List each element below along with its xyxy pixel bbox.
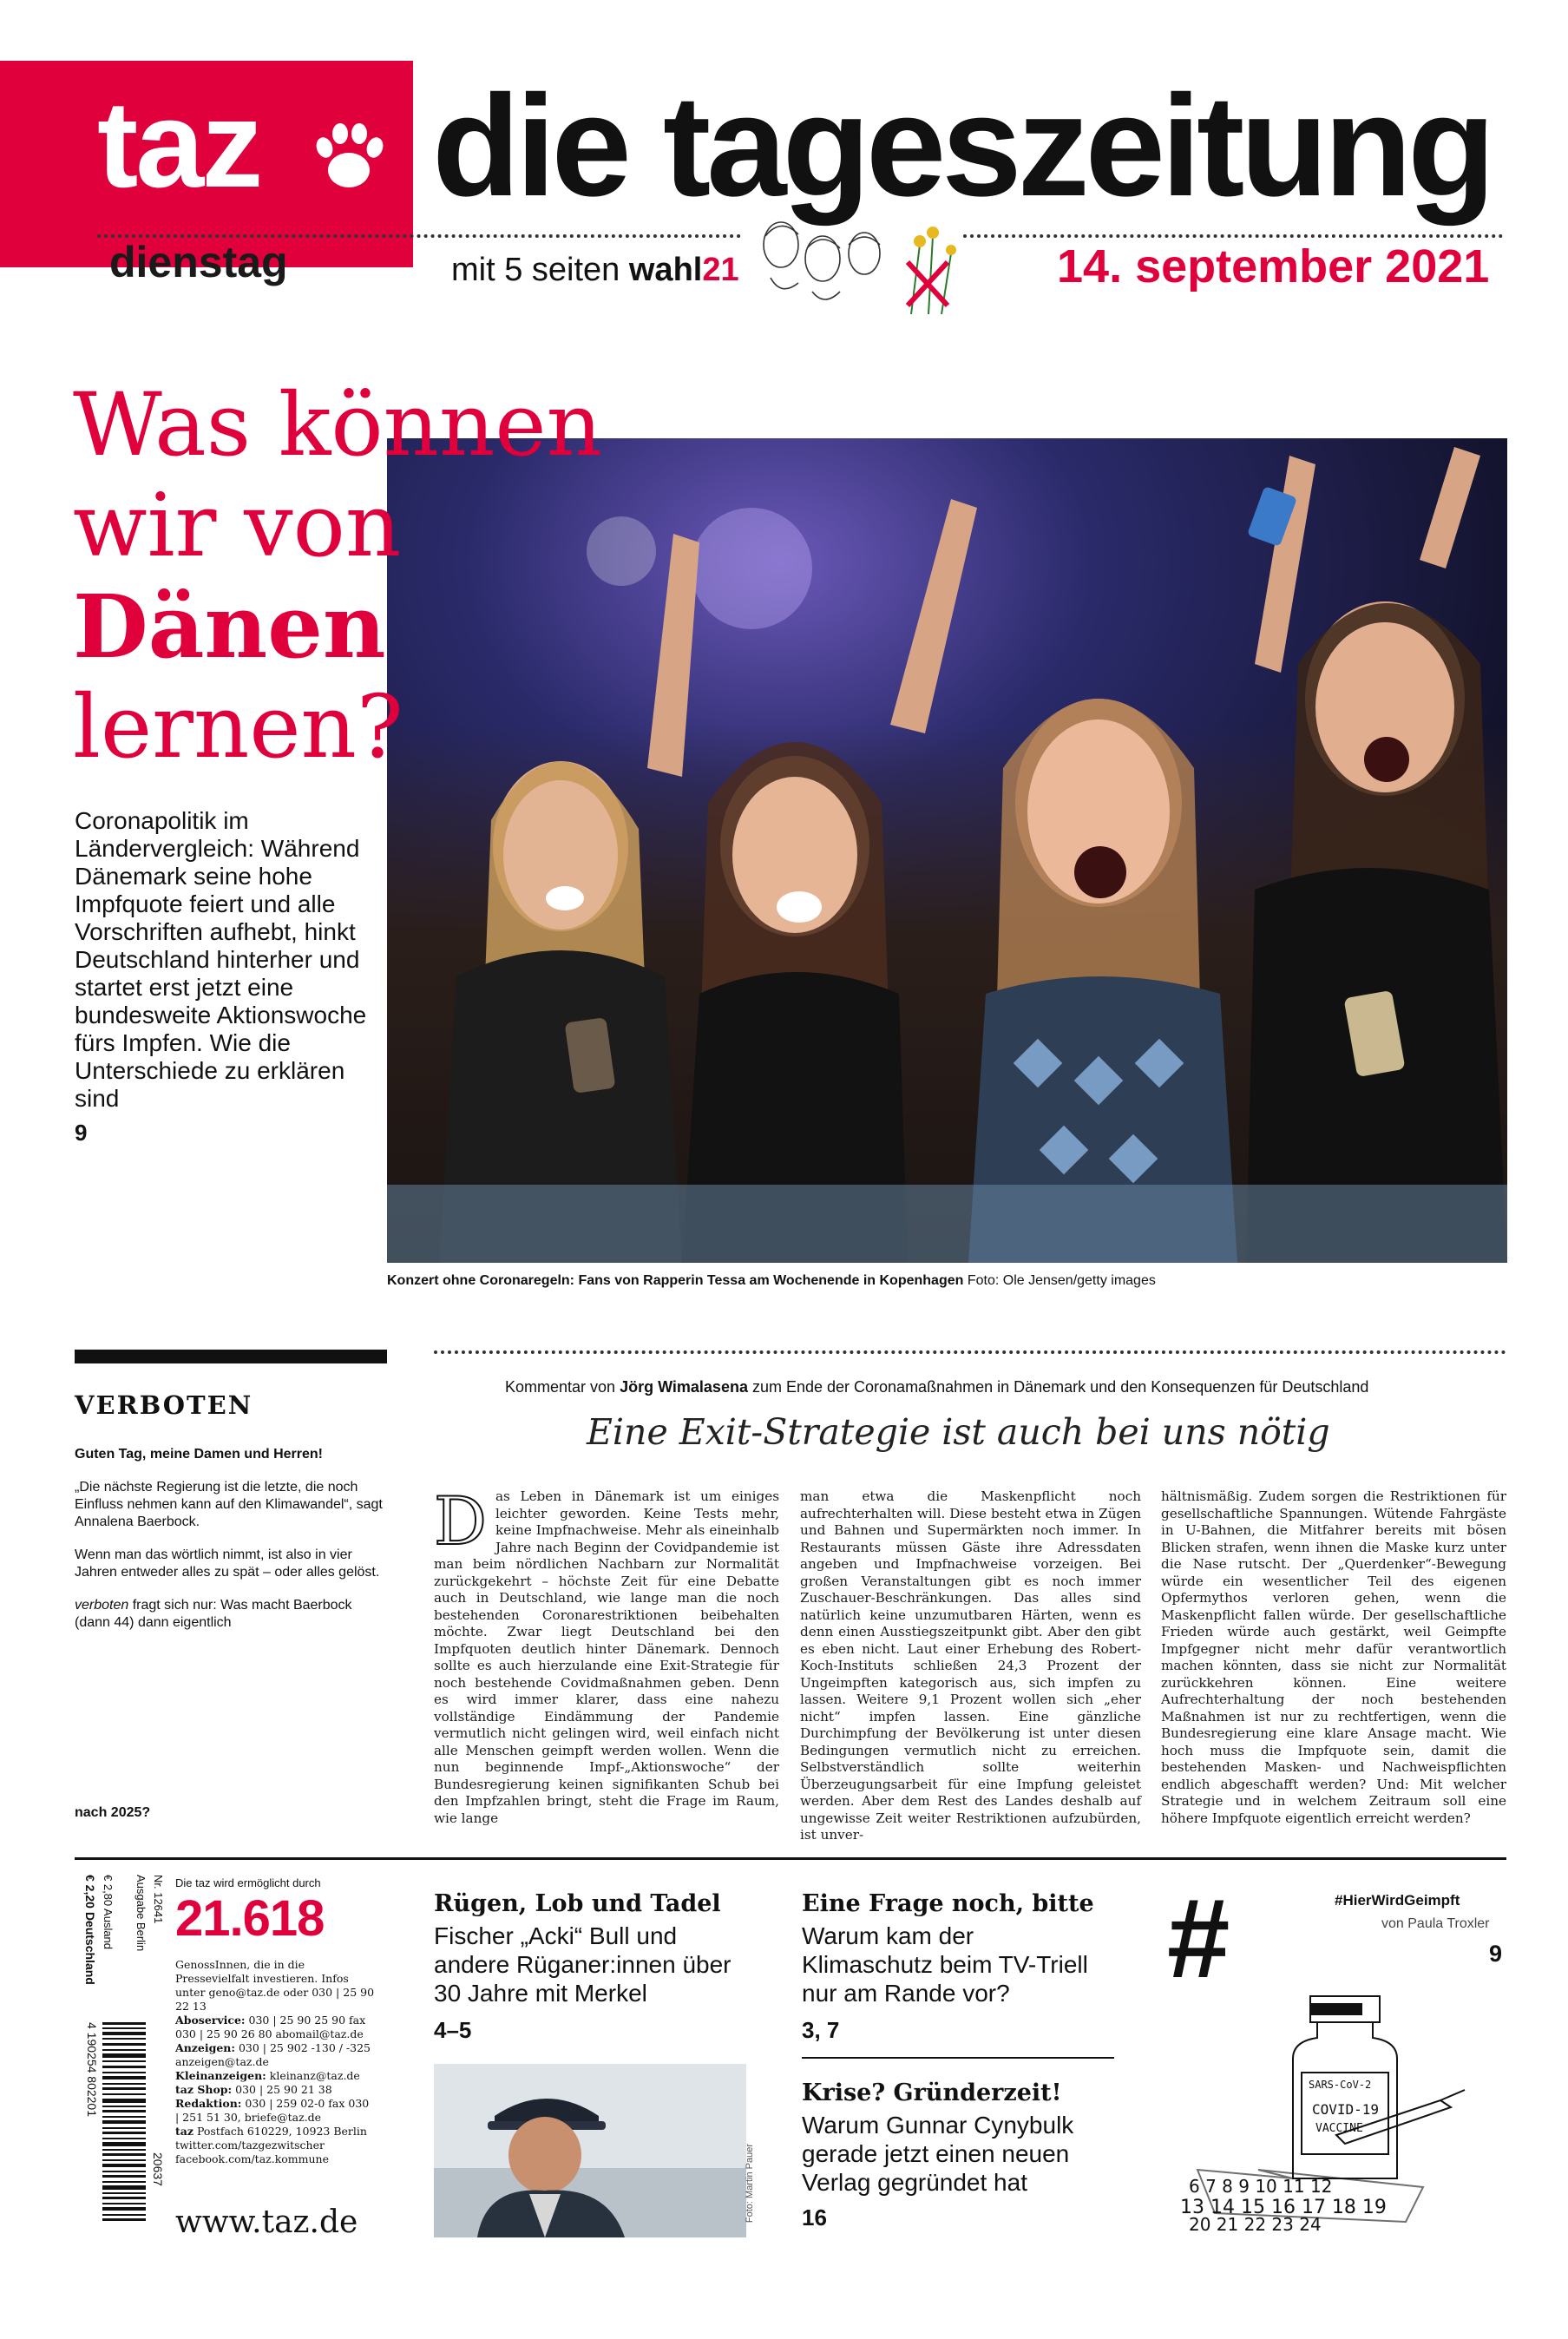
supplement-note[interactable] [451, 253, 739, 286]
kicker-author[interactable]: Jörg Wimalasena [620, 1378, 748, 1396]
supplement-count: 5 seiten [504, 252, 620, 288]
imprint-value: kleinanz@taz.de [266, 2069, 360, 2082]
barcode-suffix: 20637 [151, 2152, 165, 2186]
issue-date: 14. september 2021 [1057, 240, 1490, 292]
teaser-frage-body: Warum kam der Klimaschutz beim TV-Triell nur am Rande vor? [802, 1922, 1088, 2007]
imprint-line [175, 2097, 375, 2125]
imprint-key: Kleinanzeigen: [175, 2069, 266, 2082]
teaser-krise-page[interactable]: 16 [802, 2204, 827, 2231]
barcode-number: 4 190254 802201 [85, 2022, 99, 2117]
imprint-label: Die taz wird ermöglicht durch [175, 1876, 321, 1889]
verboten-greeting: Guten Tag, meine Damen und Herren! [75, 1447, 323, 1462]
dropcap: D [434, 1482, 487, 1560]
verboten-italic: verboten [75, 1598, 129, 1613]
verboten-bar [75, 1350, 387, 1363]
headline-line-3: Dänen [73, 575, 386, 678]
kommentar-column-1 [434, 1482, 779, 1831]
imprint-line [175, 2041, 375, 2069]
column-text: as Leben in Dänemark ist um einiges leichter geworden. Keine Tests mehr, keine Impfnachweise. Mehr als eineinhalb Jahre nach Beginn der Covidpandemie ist man beim nördlichen Nachbarn zur Normalität zurückgekehrt – höchste Zeit für eine Debatte auch in Deutschland, wie lange man die noch bestehenden Coronarestriktionen beibehalten möchte. Zwar liegt Deutschland bei den Impfquoten deutlich hinter Dänemark. Dennoch sollte es auch hierzulande eine Exit-Strategie für noch bestehende Covidmaßnahmen geben. Denn es wird immer klarer, dass eine nahezu vollständige Eindämmung der Pandemie vermutlich nicht gelingen wird, weil einfach nicht alle Menschen geimpft werden wollen. Wenn die nun beginnende Impf-„Aktionswoche“ der Bundesregierung keinen signifikanten Schub bei den Impfzahlen bringt, steht die Frage im Raum, wie lange [434, 1488, 779, 1826]
imprint-line [175, 2125, 375, 2166]
teaser-krise-body: Warum Gunnar Cynybulk gerade jetzt einen neuen Verlag gegründet hat [802, 2112, 1074, 2196]
verboten-ending: nach 2025? [75, 1805, 151, 1820]
verboten-paragraph: Wenn man das wörtlich nimmt, ist also in vier Jahren entweder alles zu spät – oder alles gelöst. [75, 1547, 380, 1580]
kicker-suffix: zum Ende der Coronamaßnahmen in Dänemark und den Konsequenzen für Deutschland [747, 1378, 1369, 1396]
hashtag-icon: # [1167, 1875, 1230, 2001]
supplement-number: 21 [702, 252, 739, 288]
imprint-line [175, 2069, 375, 2083]
supplement-prefix: mit [451, 252, 495, 288]
caption-text: Konzert ohne Coronaregeln: Fans von Rapperin Tessa am Wochenende in Kopenhagen [387, 1273, 964, 1288]
imprint-value: 030 | 25 90 21 38 [232, 2083, 332, 2096]
imprint-intro: GenossInnen, die in die Pressevielfalt investieren. Infos unter geno@taz.de oder 030 | 25 90 22 13 [175, 1958, 375, 2013]
kommentar-kicker [505, 1378, 1368, 1396]
imprint-value: Postfach 610229, 10923 Berlin twitter.com/tazgezwitscher facebook.com/taz.kommune [175, 2125, 367, 2165]
imprint-value: 030 | 259 02-0 fax 030 | 251 51 30, briefe@taz.de [175, 2097, 370, 2124]
hashtag-author: von Paula Troxler [1381, 1916, 1490, 1931]
lead-page-ref[interactable]: 9 [75, 1120, 88, 1146]
photo-caption [387, 1273, 1156, 1289]
headline-line-2: wir von [73, 475, 402, 576]
paw-icon [305, 113, 392, 200]
website-link[interactable]: www.taz.de [175, 2204, 358, 2240]
cooperative-count: 21.618 [175, 1890, 325, 1947]
hashtag-page[interactable]: 9 [1489, 1941, 1503, 1967]
election-sketch-illustration [746, 210, 963, 321]
caption-credit: Foto: Ole Jensen/getty images [967, 1273, 1156, 1288]
issue-number: Nr. 12641 [152, 1875, 165, 1924]
calendar-row-3: 20 21 22 23 24 [1189, 2214, 1322, 2235]
teaser-frage-title[interactable]: Eine Frage noch, bitte [802, 1890, 1094, 1917]
edition: Ausgabe Berlin [134, 1875, 148, 1952]
teaser-ruegen-page[interactable]: 4–5 [434, 2017, 472, 2043]
price-de: € 2,20 Deutschland [83, 1875, 97, 1985]
verboten-paragraph [75, 1597, 384, 1632]
imprint-value: 030 | 25 902 -130 / -325 anzeigen@taz.de [175, 2041, 371, 2068]
lead-headline[interactable] [73, 375, 732, 778]
hashtag-title[interactable]: #HierWirdGeimpft [1335, 1892, 1460, 1909]
supplement-word: wahl [628, 252, 703, 288]
imprint-key: Redaktion: [175, 2097, 242, 2110]
teaser-krise-title[interactable]: Krise? Gründerzeit! [802, 2079, 1062, 2106]
kommentar-column-3: hältnismäßig. Zudem sorgen die Restriktionen für gesellschaftliche Spannungen. Wütende Fahrgäste in U-Bahnen, die Mitfahrer bereits mit bösen Blicken strafen, wenn ihnen die Maske kurz unter die Nase rutscht. Der „Querdenker“-Bewegung würde ein wesentlicher Teil des eigenen Opfermythos verloren gehen, wenn die Maskenpflicht fallen würde. Der gesellschaftliche Frieden würde auch gestärkt, weil Geimpfte Impfgegner nicht mehr dafür verantwortlich machen könnten, dass sie nicht zur Normalität zurückkehren können. Eine weitere Aufrechterhaltung der noch bestehenden Maßnahmen ist nur zu rechtfertigen, wenn die Bundesregierung eine klare Ansage macht. Wie hoch muss die Impfquote sein, damit die bestehenden Masken- und Nachweispflichten endlich abgeschafft werden? Und: Mit welcher Strategie und in welchem Zeitraum soll eine höhere Impfquote eigentlich erreicht werden? [1161, 1488, 1506, 1826]
kommentar-divider [434, 1350, 1506, 1354]
imprint-line [175, 2083, 375, 2097]
lead-teaser: Coronapolitik im Ländervergleich: Während Dänemark seine hohe Impfquote feiert und alle Vorschriften aufhebt, hinkt Deutschland hinterher und startet erst jetzt eine bundesweite Aktionswoche fürs Impfen. Wie die Unterschiede zu erklären sind [75, 807, 367, 1112]
imprint-key: taz Shop: [175, 2083, 233, 2096]
calendar-row-2: 13 14 15 16 17 18 19 [1180, 2197, 1387, 2218]
masthead-divider-left [97, 234, 741, 238]
vial-label-3: VACCINE [1315, 2122, 1363, 2135]
kommentar-title[interactable]: Eine Exit-Strategie ist auch bei uns nötig [587, 1411, 1330, 1453]
headline-line-4: lernen? [73, 676, 403, 778]
imprint-key: taz [175, 2125, 194, 2138]
verboten-paragraph: „Die nächste Regierung ist die letzte, die noch Einfluss nehmen kann auf den Klimawandel“, sagt Annalena Baerbock. [75, 1480, 383, 1529]
teaser-ruegen-body: Fischer „Acki“ Bull und andere Rüganer:innen über 30 Jahre mit Merkel [434, 1922, 732, 2007]
bottom-section-rule [75, 1857, 1506, 1860]
fisherman-photo[interactable] [434, 2064, 746, 2237]
imprint-line [175, 2014, 375, 2041]
imprint-key: Aboservice: [175, 2014, 246, 2027]
fisherman-photo-credit: Foto: Martin Pauer [745, 2144, 755, 2224]
kicker-prefix: Kommentar von [505, 1378, 620, 1396]
imprint-value: 030 | 25 90 25 90 fax 030 | 25 90 26 80 abomail@taz.de [175, 2014, 366, 2040]
taz-logo[interactable]: taz [97, 76, 261, 214]
kommentar-column-2: man etwa die Maskenpflicht noch aufrechterhalten will. Diese besteht etwa in Zügen und Bahnen und Supermärkten noch immer. In Restaurants müssen Gäste ihre Adressdaten angeben und Impfnachweise vorzeigen. Bei großen Veranstaltungen gibt es noch immer Zuschauer-Beschränkungen. Das alles sind natürlich keine unzumutbaren Härten, wenn es denn einen Ausstiegszeitpunkt gibt. Aber den gibt es eben nicht. Laut einer Erhebung des Robert-Koch-Instituts schließen 24,3 Prozent der Ungeimpften kategorisch aus, sich impfen zu lassen. Weitere 9,1 Prozent wollen sich „eher nicht“ impfen lassen. Eine gänzliche Durchimpfung der Bevölkerung ist unter diesen Bedingungen vermutlich nicht zu erreichen. Selbstverständlich sollte weiterhin Überzeugungsarbeit für eine Impfung geleistet werden. Aber dem Rest des Landes deshalb auf ungewisse Zeit weiter Restriktionen aufzubürden, ist unver- [800, 1488, 1141, 1843]
weekday: dienstag [109, 238, 288, 286]
barcode [102, 2022, 146, 2222]
calendar-row-1: 6 7 8 9 10 11 12 [1189, 2176, 1333, 2197]
masthead-divider-right [963, 234, 1503, 238]
price-abroad: € 2,80 Ausland [102, 1875, 115, 1950]
teaser-ruegen-title[interactable]: Rügen, Lob und Tadel [434, 1890, 721, 1917]
imprint-key: Anzeigen: [175, 2041, 235, 2054]
headline-line-1: Was können [73, 374, 603, 476]
verboten-title: VERBOTEN [75, 1390, 253, 1420]
paper-name: die tageszeitung [432, 66, 1492, 227]
teaser-divider [802, 2057, 1114, 2059]
vial-label-1: SARS-CoV-2 [1309, 2079, 1372, 2091]
teaser-frage-page[interactable]: 3, 7 [802, 2017, 840, 2043]
verboten-text: fragt sich nur: Was macht Baerbock (dann 44) dann eigentlich [75, 1598, 352, 1630]
imprint-body [175, 1958, 375, 2166]
vial-label-2: COVID-19 [1312, 2101, 1380, 2118]
vaccine-vial-illustration [1163, 1996, 1510, 2235]
verboten-body [75, 1446, 384, 1647]
